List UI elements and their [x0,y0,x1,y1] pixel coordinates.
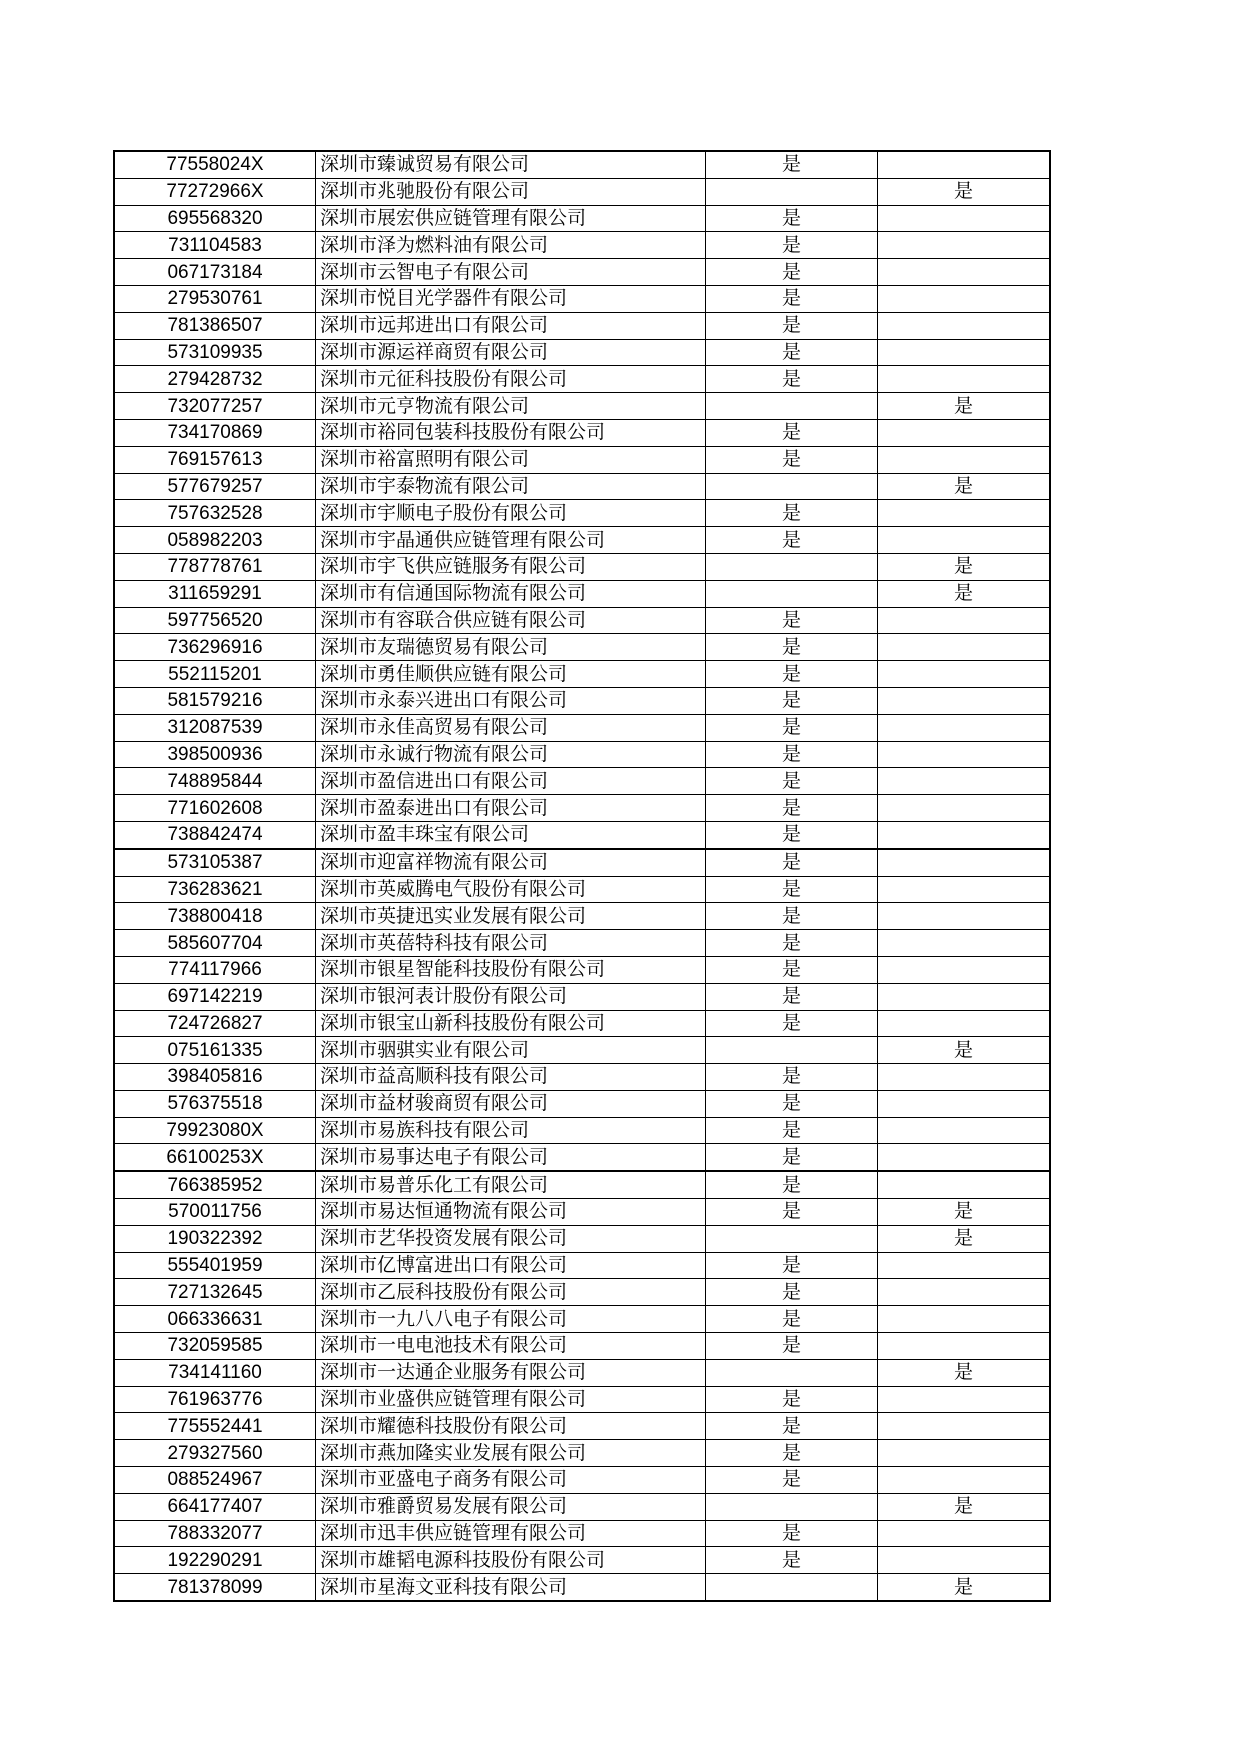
flag-b-cell: 是 [878,1225,1051,1252]
flag-a-cell: 是 [706,661,878,688]
company-code-cell: 734141160 [114,1359,316,1386]
company-name-cell: 深圳市英威腾电气股份有限公司 [316,876,706,903]
flag-b-cell [878,1547,1051,1574]
company-code-cell: 312087539 [114,714,316,741]
table-row [114,1306,1050,1333]
flag-a-cell: 是 [706,366,878,393]
company-code-cell: 573105387 [114,849,316,876]
company-code-cell: 279530761 [114,285,316,312]
flag-b-cell [878,259,1051,286]
company-name-cell: 深圳市盈泰进出口有限公司 [316,795,706,822]
company-code-cell: 727132645 [114,1279,316,1306]
flag-b-cell [878,232,1051,259]
company-name-cell: 深圳市亿博富进出口有限公司 [316,1252,706,1279]
table-row [114,1279,1050,1306]
flag-b-cell [878,930,1051,957]
company-name-cell: 深圳市友瑞德贸易有限公司 [316,634,706,661]
company-name-cell: 深圳市艺华投资发展有限公司 [316,1225,706,1252]
flag-a-cell: 是 [706,741,878,768]
flag-b-cell [878,983,1051,1010]
flag-a-cell: 是 [706,1010,878,1037]
company-code-cell: 781386507 [114,312,316,339]
company-code-cell: 761963776 [114,1386,316,1413]
flag-b-cell [878,903,1051,930]
flag-b-cell [878,527,1051,554]
table-row [114,876,1050,903]
flag-a-cell [706,473,878,500]
company-name-cell: 深圳市展宏供应链管理有限公司 [316,205,706,232]
company-name-cell: 深圳市远邦进出口有限公司 [316,312,706,339]
flag-b-cell: 是 [878,393,1051,420]
company-code-cell: 771602608 [114,795,316,822]
flag-a-cell: 是 [706,1064,878,1091]
flag-b-cell [878,607,1051,634]
flag-a-cell: 是 [706,1333,878,1360]
company-name-cell: 深圳市一电电池技术有限公司 [316,1333,706,1360]
company-code-cell: 778778761 [114,553,316,580]
flag-a-cell: 是 [706,1440,878,1467]
company-code-cell: 577679257 [114,473,316,500]
company-code-cell: 581579216 [114,687,316,714]
flag-b-cell: 是 [878,580,1051,607]
flag-b-cell: 是 [878,1199,1051,1226]
flag-b-cell [878,956,1051,983]
flag-a-cell [706,1493,878,1520]
company-code-cell: 058982203 [114,527,316,554]
table-row [114,1520,1050,1547]
company-name-cell: 深圳市云智电子有限公司 [316,259,706,286]
flag-a-cell: 是 [706,1117,878,1144]
company-name-cell: 深圳市宇飞供应链服务有限公司 [316,553,706,580]
company-code-cell: 731104583 [114,232,316,259]
company-code-cell: 190322392 [114,1225,316,1252]
table-row [114,1117,1050,1144]
company-code-cell: 576375518 [114,1090,316,1117]
flag-b-cell [878,339,1051,366]
flag-b-cell [878,1279,1051,1306]
table-row [114,634,1050,661]
flag-b-cell [878,1467,1051,1494]
company-code-cell: 788332077 [114,1520,316,1547]
company-code-cell: 664177407 [114,1493,316,1520]
table-row [114,500,1050,527]
flag-a-cell: 是 [706,151,878,178]
company-code-cell: 77558024X [114,151,316,178]
table-row [114,903,1050,930]
flag-a-cell: 是 [706,1413,878,1440]
flag-a-cell: 是 [706,339,878,366]
table-row [114,821,1050,848]
table-row [114,1225,1050,1252]
company-code-cell: 088524967 [114,1467,316,1494]
company-code-cell: 732077257 [114,393,316,420]
flag-b-cell [878,849,1051,876]
company-code-cell: 734170869 [114,419,316,446]
flag-b-cell [878,500,1051,527]
company-name-cell: 深圳市易族科技有限公司 [316,1117,706,1144]
flag-a-cell: 是 [706,795,878,822]
company-code-cell: 77272966X [114,178,316,205]
table-row [114,607,1050,634]
table-row [114,151,1050,178]
flag-b-cell [878,687,1051,714]
flag-b-cell [878,1386,1051,1413]
company-name-cell: 深圳市源运祥商贸有限公司 [316,339,706,366]
table-row [114,741,1050,768]
table-row [114,473,1050,500]
flag-a-cell: 是 [706,956,878,983]
flag-b-cell [878,714,1051,741]
table-row [114,580,1050,607]
company-code-cell: 398405816 [114,1064,316,1091]
table-row [114,419,1050,446]
flag-a-cell: 是 [706,1199,878,1226]
company-code-cell: 775552441 [114,1413,316,1440]
flag-b-cell [878,634,1051,661]
flag-b-cell [878,419,1051,446]
company-code-cell: 738842474 [114,821,316,848]
flag-b-cell [878,1413,1051,1440]
flag-b-cell [878,312,1051,339]
flag-a-cell: 是 [706,1279,878,1306]
flag-b-cell [878,446,1051,473]
table-row [114,205,1050,232]
company-code-cell: 066336631 [114,1306,316,1333]
company-name-cell: 深圳市骃骐实业有限公司 [316,1037,706,1064]
table-row [114,1574,1050,1601]
company-name-cell: 深圳市臻诚贸易有限公司 [316,151,706,178]
flag-a-cell: 是 [706,983,878,1010]
company-name-cell: 深圳市永佳高贸易有限公司 [316,714,706,741]
table-row [114,446,1050,473]
company-code-cell: 736283621 [114,876,316,903]
flag-b-cell [878,366,1051,393]
company-code-cell: 736296916 [114,634,316,661]
flag-a-cell: 是 [706,821,878,848]
flag-b-cell [878,795,1051,822]
company-name-cell: 深圳市一九八八电子有限公司 [316,1306,706,1333]
company-name-cell: 深圳市迅丰供应链管理有限公司 [316,1520,706,1547]
table-row [114,393,1050,420]
company-code-cell: 738800418 [114,903,316,930]
table-row [114,1359,1050,1386]
table-row [114,983,1050,1010]
flag-a-cell: 是 [706,849,878,876]
company-code-cell: 279327560 [114,1440,316,1467]
company-name-cell: 深圳市勇佳顺供应链有限公司 [316,661,706,688]
flag-b-cell [878,1090,1051,1117]
table-row [114,339,1050,366]
table-row [114,285,1050,312]
table-row [114,930,1050,957]
company-code-cell: 695568320 [114,205,316,232]
flag-a-cell: 是 [706,232,878,259]
company-name-cell: 深圳市英捷迅实业发展有限公司 [316,903,706,930]
company-code-cell: 774117966 [114,956,316,983]
flag-a-cell: 是 [706,285,878,312]
flag-a-cell: 是 [706,768,878,795]
company-code-cell: 597756520 [114,607,316,634]
table-body [114,151,1050,1601]
flag-a-cell: 是 [706,876,878,903]
flag-a-cell: 是 [706,607,878,634]
flag-a-cell: 是 [706,446,878,473]
flag-b-cell: 是 [878,1574,1051,1601]
company-name-cell: 深圳市益高顺科技有限公司 [316,1064,706,1091]
table-row [114,1010,1050,1037]
table-row [114,1547,1050,1574]
flag-a-cell: 是 [706,1090,878,1117]
company-name-cell: 深圳市悦目光学器件有限公司 [316,285,706,312]
company-name-cell: 深圳市宇顺电子股份有限公司 [316,500,706,527]
flag-a-cell [706,178,878,205]
flag-b-cell [878,1144,1051,1171]
company-name-cell: 深圳市泽为燃料油有限公司 [316,232,706,259]
flag-b-cell: 是 [878,178,1051,205]
company-name-cell: 深圳市兆驰股份有限公司 [316,178,706,205]
table-row [114,1037,1050,1064]
flag-a-cell: 是 [706,687,878,714]
flag-a-cell [706,1225,878,1252]
table-row [114,1467,1050,1494]
table-row [114,1440,1050,1467]
company-name-cell: 深圳市银河表计股份有限公司 [316,983,706,1010]
flag-b-cell [878,876,1051,903]
flag-a-cell: 是 [706,259,878,286]
flag-b-cell [878,1440,1051,1467]
company-name-cell: 深圳市盈信进出口有限公司 [316,768,706,795]
company-code-cell: 067173184 [114,259,316,286]
company-code-cell: 766385952 [114,1171,316,1198]
company-name-cell: 深圳市易达恒通物流有限公司 [316,1199,706,1226]
flag-a-cell: 是 [706,312,878,339]
flag-b-cell [878,1171,1051,1198]
flag-b-cell [878,1252,1051,1279]
table-row [114,661,1050,688]
company-name-cell: 深圳市宇泰物流有限公司 [316,473,706,500]
company-code-cell: 724726827 [114,1010,316,1037]
company-code-cell: 075161335 [114,1037,316,1064]
flag-b-cell [878,151,1051,178]
company-name-cell: 深圳市盈丰珠宝有限公司 [316,821,706,848]
company-code-cell: 769157613 [114,446,316,473]
table-row [114,527,1050,554]
company-name-cell: 深圳市耀德科技股份有限公司 [316,1413,706,1440]
company-code-cell: 311659291 [114,580,316,607]
flag-b-cell [878,285,1051,312]
company-code-cell: 697142219 [114,983,316,1010]
table-row [114,366,1050,393]
company-code-cell: 732059585 [114,1333,316,1360]
company-code-cell: 748895844 [114,768,316,795]
company-name-cell: 深圳市永泰兴进出口有限公司 [316,687,706,714]
company-code-cell: 66100253X [114,1144,316,1171]
table-row [114,1252,1050,1279]
flag-b-cell: 是 [878,553,1051,580]
company-code-cell: 79923080X [114,1117,316,1144]
flag-a-cell [706,393,878,420]
flag-b-cell [878,1520,1051,1547]
company-name-cell: 深圳市燕加隆实业发展有限公司 [316,1440,706,1467]
company-name-cell: 深圳市英蓓特科技有限公司 [316,930,706,957]
company-name-cell: 深圳市星海文亚科技有限公司 [316,1574,706,1601]
table-row [114,849,1050,876]
table-row [114,553,1050,580]
company-name-cell: 深圳市裕同包装科技股份有限公司 [316,419,706,446]
flag-b-cell [878,205,1051,232]
flag-a-cell: 是 [706,1547,878,1574]
flag-a-cell: 是 [706,1306,878,1333]
company-name-cell: 深圳市雅爵贸易发展有限公司 [316,1493,706,1520]
table-row [114,178,1050,205]
flag-a-cell: 是 [706,1144,878,1171]
company-name-cell: 深圳市迎富祥物流有限公司 [316,849,706,876]
company-name-cell: 深圳市益材骏商贸有限公司 [316,1090,706,1117]
table-row [114,259,1050,286]
company-name-cell: 深圳市元征科技股份有限公司 [316,366,706,393]
table-row [114,1090,1050,1117]
flag-b-cell [878,1333,1051,1360]
company-name-cell: 深圳市亚盛电子商务有限公司 [316,1467,706,1494]
flag-a-cell: 是 [706,1171,878,1198]
table-row [114,1493,1050,1520]
company-name-cell: 深圳市易普乐化工有限公司 [316,1171,706,1198]
flag-a-cell: 是 [706,1386,878,1413]
company-name-cell: 深圳市乙辰科技股份有限公司 [316,1279,706,1306]
company-code-cell: 552115201 [114,661,316,688]
company-code-cell: 192290291 [114,1547,316,1574]
flag-a-cell: 是 [706,527,878,554]
flag-a-cell [706,553,878,580]
flag-a-cell: 是 [706,1467,878,1494]
company-code-cell: 555401959 [114,1252,316,1279]
company-name-cell: 深圳市银星智能科技股份有限公司 [316,956,706,983]
flag-a-cell [706,580,878,607]
company-name-cell: 深圳市银宝山新科技股份有限公司 [316,1010,706,1037]
table-row [114,1144,1050,1171]
company-name-cell: 深圳市有容联合供应链有限公司 [316,607,706,634]
table-row [114,768,1050,795]
company-name-cell: 深圳市宇晶通供应链管理有限公司 [316,527,706,554]
flag-a-cell: 是 [706,634,878,661]
company-code-cell: 398500936 [114,741,316,768]
table-row [114,1386,1050,1413]
flag-b-cell [878,1306,1051,1333]
company-name-cell: 深圳市一达通企业服务有限公司 [316,1359,706,1386]
flag-a-cell: 是 [706,930,878,957]
company-name-cell: 深圳市雄韬电源科技股份有限公司 [316,1547,706,1574]
table-row [114,1333,1050,1360]
flag-b-cell [878,1010,1051,1037]
flag-a-cell [706,1037,878,1064]
flag-b-cell: 是 [878,1493,1051,1520]
company-name-cell: 深圳市元亨物流有限公司 [316,393,706,420]
company-table [113,150,1051,1602]
flag-a-cell: 是 [706,419,878,446]
company-name-cell: 深圳市永诚行物流有限公司 [316,741,706,768]
flag-a-cell: 是 [706,205,878,232]
flag-b-cell [878,1064,1051,1091]
flag-a-cell: 是 [706,1520,878,1547]
flag-b-cell [878,741,1051,768]
company-code-cell: 573109935 [114,339,316,366]
flag-a-cell: 是 [706,714,878,741]
table-row [114,714,1050,741]
table-row [114,795,1050,822]
flag-b-cell: 是 [878,1037,1051,1064]
table-row [114,1171,1050,1198]
table-row [114,956,1050,983]
company-code-cell: 585607704 [114,930,316,957]
flag-b-cell: 是 [878,473,1051,500]
company-name-cell: 深圳市裕富照明有限公司 [316,446,706,473]
flag-b-cell [878,1117,1051,1144]
table-row [114,232,1050,259]
flag-a-cell [706,1359,878,1386]
table-row [114,1199,1050,1226]
flag-a-cell [706,1574,878,1601]
table-row [114,1413,1050,1440]
table-row [114,687,1050,714]
flag-a-cell: 是 [706,500,878,527]
flag-a-cell: 是 [706,903,878,930]
company-code-cell: 570011756 [114,1199,316,1226]
company-name-cell: 深圳市易事达电子有限公司 [316,1144,706,1171]
company-name-cell: 深圳市业盛供应链管理有限公司 [316,1386,706,1413]
company-name-cell: 深圳市有信通国际物流有限公司 [316,580,706,607]
table-row [114,1064,1050,1091]
table-row [114,312,1050,339]
flag-a-cell: 是 [706,1252,878,1279]
company-code-cell: 279428732 [114,366,316,393]
flag-b-cell [878,821,1051,848]
flag-b-cell [878,661,1051,688]
company-code-cell: 781378099 [114,1574,316,1601]
flag-b-cell: 是 [878,1359,1051,1386]
company-code-cell: 757632528 [114,500,316,527]
flag-b-cell [878,768,1051,795]
